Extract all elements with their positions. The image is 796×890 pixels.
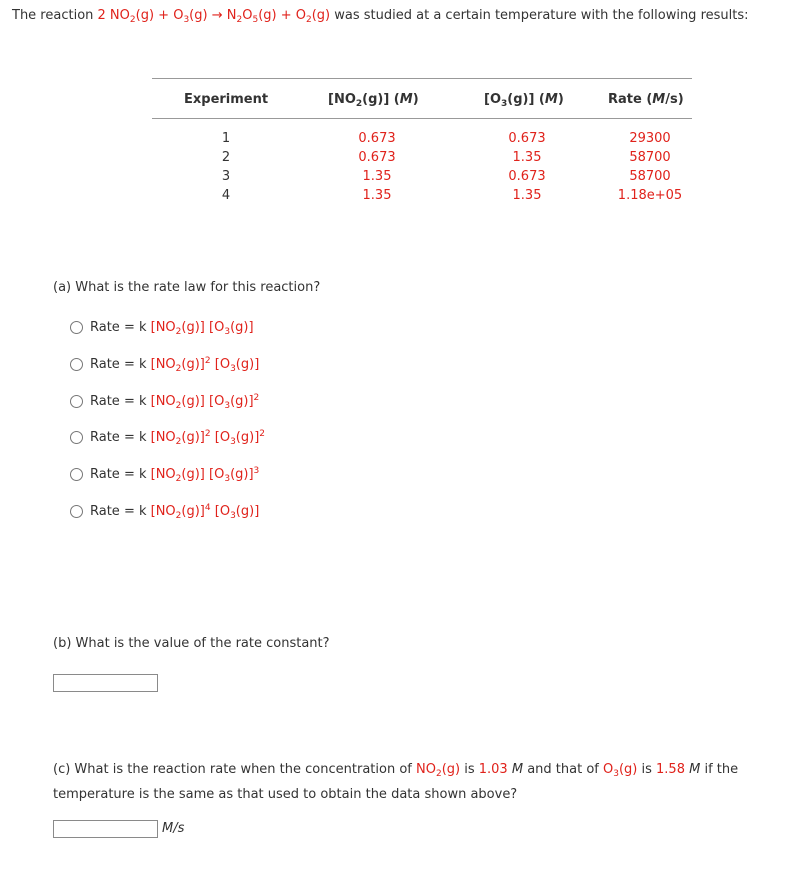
intro-text: The reaction 2 $NO_2(g) + O_3(g) \to N_2O_5(g) + O_2(g)$ was studied at a certain temperature with the following results:	[12, 8, 749, 25]
header-rate: Rate (M/s)	[608, 92, 684, 107]
option-label: Rate = k $[NO_2(g)]^2$ $[O_3(g)]$	[90, 355, 260, 374]
rate-law-option-6[interactable]	[70, 502, 259, 520]
table-cell: 1.35	[512, 150, 542, 165]
option-label: Rate = k $[NO_2(g)]^2$ $[O_3(g)]^2$	[90, 428, 265, 447]
table-cell: 1	[221, 131, 231, 146]
column-experiment	[196, 129, 256, 205]
column-no2	[337, 129, 417, 205]
table-header-rule	[152, 118, 692, 119]
table-cell: 4	[221, 188, 231, 203]
radio-button[interactable]	[70, 395, 83, 408]
table-cell: 58700	[629, 169, 671, 184]
radio-button[interactable]	[70, 468, 83, 481]
radio-button[interactable]	[70, 505, 83, 518]
rate-law-option-1[interactable]	[70, 318, 254, 336]
table-cell: 1.35	[512, 188, 542, 203]
option-label: Rate = k $[NO_2(g)]^4$ $[O_3(g)]$	[90, 502, 260, 521]
radio-button[interactable]	[70, 358, 83, 371]
question-a: (a) What is the rate law for this reaction?	[53, 280, 321, 295]
rate-constant-input[interactable]	[53, 674, 158, 692]
radio-button[interactable]	[70, 431, 83, 444]
header-o3: $[O_3(g)]$ (M)	[484, 92, 564, 109]
option-label: Rate = k $[NO_2(g)]$ $[O_3(g)]^3$	[90, 465, 260, 484]
reaction-equation: 2 $NO_2(g) + O_3(g) \to N_2O_5(g) + O_2(g)$	[97, 8, 331, 25]
table-cell: 0.673	[508, 131, 546, 146]
question-b: (b) What is the value of the rate constant?	[53, 636, 330, 651]
rate-law-option-4[interactable]	[70, 428, 265, 446]
option-label: Rate = k $[NO_2(g)]$ $[O_3(g)]$	[90, 319, 254, 337]
header-no2: $[NO_2(g)]$ (M)	[328, 92, 419, 109]
table-cell: 29300	[629, 131, 671, 146]
reaction-rate-input[interactable]	[53, 820, 158, 838]
header-experiment: Experiment	[184, 92, 269, 107]
radio-button[interactable]	[70, 321, 83, 334]
table-cell: 1.35	[362, 188, 392, 203]
rate-law-option-5[interactable]	[70, 465, 259, 483]
rate-law-option-2[interactable]	[70, 355, 259, 373]
table-cell: 0.673	[358, 150, 396, 165]
column-rate	[610, 129, 690, 205]
table-cell: 0.673	[358, 131, 396, 146]
table-cell: 3	[221, 169, 231, 184]
table-cell: 58700	[629, 150, 671, 165]
table-top-rule	[152, 78, 692, 79]
column-o3	[487, 129, 567, 205]
table-cell: 1.18e+05	[617, 188, 683, 203]
rate-unit-label: M/s	[162, 821, 185, 836]
table-cell: 2	[221, 150, 231, 165]
rate-law-option-3[interactable]	[70, 392, 259, 410]
table-cell: 0.673	[508, 169, 546, 184]
table-cell: 1.35	[362, 169, 392, 184]
option-label: Rate = k $[NO_2(g)]$ $[O_3(g)]^2$	[90, 392, 260, 411]
question-c: (c) What is the reaction rate when the concentration of $NO_2(g)$ is 1.03 M and that of $O_3(g)$ is 1.58 M if the temperature is the same as that used to obtain the data shown above?	[53, 762, 739, 802]
